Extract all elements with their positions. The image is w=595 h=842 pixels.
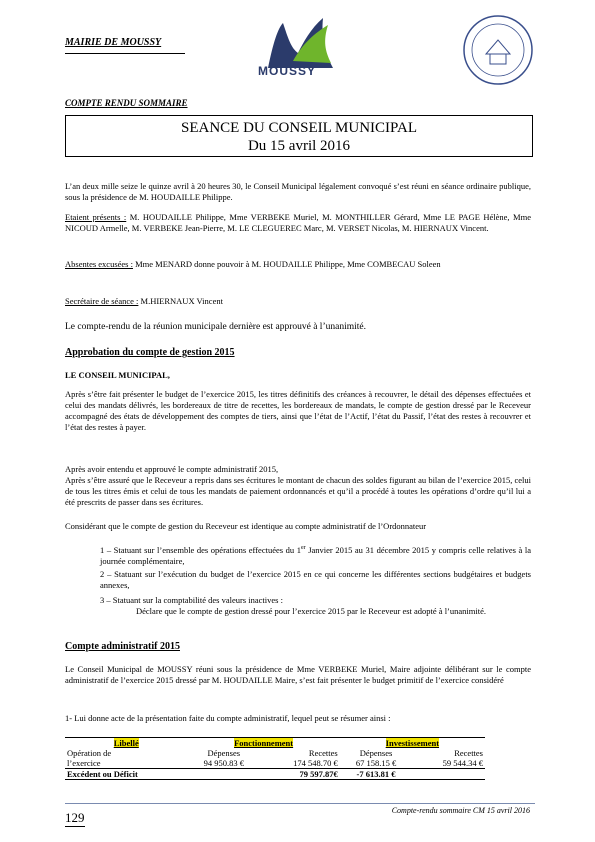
header-libelle: Libellé (113, 738, 139, 748)
cell-i-rec: 59 544.34 € (442, 758, 483, 768)
presents-label: Etaient présents : (65, 212, 127, 222)
section-heading-ca: Compte administratif 2015 (65, 641, 180, 652)
header-investissement: Investissement (385, 738, 440, 748)
title-line1: SEANCE DU CONSEIL MUNICIPAL (181, 120, 417, 136)
absents-paragraph (65, 259, 531, 270)
absents-text: Mme MENARD donne pouvoir à M. HOUDAILLE Philippe, Mme COMBECAU Soleen (132, 259, 441, 269)
cell-i-res: -7 613.81 € (356, 769, 396, 779)
item1-sup: er (300, 545, 306, 551)
footer-rule (65, 803, 535, 804)
approuve-paragraph: Le compte-rendu de la réunion municipale dernière est approuvé à l’unanimité. (65, 322, 366, 332)
presents-text: M. HOUDAILLE Philippe, Mme VERBEKE Muriel, M. MONTHILLER Gérard, Mme LE PAGE Hélène, Mme NICOUD Armelle, M. VERBEKE Jean-Pierre, M. LE CLEGUEREC Marc, M. VERSET Nicolas, M. HIERNAUX Vincent. (65, 212, 531, 233)
col-i-recettes: Recettes (454, 748, 483, 758)
list-item-3: 3 – Statuant sur la comptabilité des valeurs inactives : (100, 595, 283, 605)
col-i-depenses: Dépenses (359, 748, 393, 758)
ca-paragraph: Le Conseil Municipal de MOUSSY réuni sous la présidence de Mme VERBEKE Muriel, Maire adjointe délibérant sur le compte administratif de l’exercice 2015 dressé par M. HOUDAILLE Maire, s’est fait présenter le budget primitif de l’exercice considéré (65, 664, 531, 685)
intro-paragraph: L’an deux mille seize le quinze avril à 20 heures 30, le Conseil Municipal légalement convoqué s’est réuni en séance ordinaire publique, sous la présidence de M. HOUDAILLE Philippe. (65, 181, 531, 202)
item1-text-b: Janvier 2015 au 31 décembre 2015 y compris celle relatives à la journée complémentaire, (100, 544, 531, 566)
cell-f-res: 79 597.87€ (299, 769, 338, 779)
page-number: 129 (65, 810, 85, 825)
secretaire-label: Secrétaire de séance : (65, 296, 139, 306)
mairie-label: MAIRIE DE MOUSSY (65, 37, 162, 48)
secretaire-paragraph (65, 296, 531, 307)
title-line2: Du 15 avril 2016 (247, 138, 351, 154)
row1-label-a: Opération de (67, 748, 112, 758)
title-box (65, 115, 533, 157)
row1-label-b: l’exercice (67, 758, 101, 768)
apres2b-paragraph: Après s’être assuré que le Receveur a repris dans ses écritures le montant de chacun des soldes figurant au bilan de l’exercice 2015, celui de tous les titres émis et celui de tous les mandats de paiement ordonnancés et qu’il a procédé à toutes les opérations d’ordre qu’il lui a été prescrits de passer dans ses écritures. (65, 475, 531, 507)
list-item-3-decision: Déclare que le compte de gestion dressé pour l’exercice 2015 par le Receveur est adopté à l’unanimité. (136, 606, 487, 616)
considerant-paragraph: Considérant que le compte de gestion du Receveur est identique au compte administratif de l’Ordonnateur (65, 521, 427, 531)
list-item-2: 2 – Statuant sur l’exécution du budget de l’exercice 2015 en ce qui concerne les différentes sections budgétaires et budgets annexes, (100, 569, 531, 590)
apres1-paragraph: Après s’être fait présenter le budget de l’exercice 2015, les titres définitifs des créances à recouvrer, le détail des dépenses effectuées et celui des mandats délivrés, les bordereaux de titre de recettes, les bordereaux de mandats, le compte de gestion dressé par le Receveur accompagné des états de développement des comptes de tiers, ainsi que l’état de l’Actif, l’état du Passif, l’état des restes à recouvrer et l’état des restes à payer. (65, 389, 531, 432)
budget-table (65, 737, 485, 780)
conseil-label: LE CONSEIL MUNICIPAL, (65, 370, 170, 380)
compte-rendu-label: COMPTE RENDU SOMMAIRE (65, 98, 188, 108)
apres2a-paragraph: Après avoir entendu et approuvé le compte administratif 2015, (65, 464, 279, 474)
col-f-depenses: Dépenses (207, 748, 241, 758)
donne-acte-paragraph: 1- Lui donne acte de la présentation faite du compte administratif, lequel peut se résumer ainsi : (65, 713, 391, 723)
row2-label: Excédent ou Déficit (67, 769, 138, 779)
header-rule (65, 53, 185, 54)
absents-label: Absentes excusées : (65, 259, 133, 269)
cell-i-dep: 67 158.15 € (355, 758, 397, 768)
section-heading-gestion: Approbation du compte de gestion 2015 (65, 347, 235, 358)
footer-caption: Compte-rendu sommaire CM 15 avril 2016 (391, 806, 530, 815)
header-fonctionnement: Fonctionnement (234, 738, 294, 748)
list-item-1 (100, 543, 531, 567)
presents-paragraph (65, 212, 531, 234)
col-f-recettes: Recettes (308, 748, 338, 758)
logo-text: MOUSSY (258, 64, 317, 78)
cell-f-dep: 94 950.83 € (203, 758, 244, 768)
page-number-underline (65, 826, 85, 827)
item1-text-a: 1 – Statuant sur l’ensemble des opérations effectuées du 1 (100, 544, 301, 555)
cell-f-rec: 174 548.70 € (293, 758, 338, 768)
secretaire-text: M.HIERNAUX Vincent (138, 296, 223, 306)
mairie-seal-icon (462, 14, 534, 86)
